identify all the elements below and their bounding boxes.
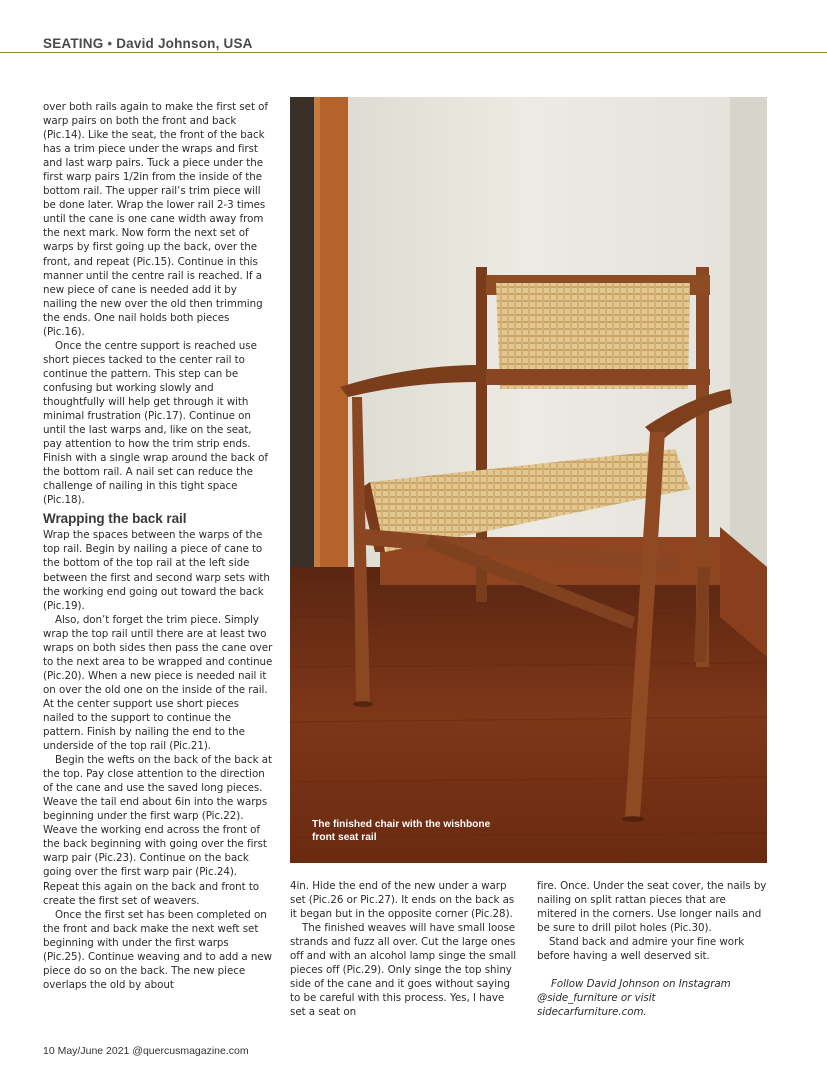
chair-photo bbox=[290, 97, 767, 863]
page-footer: 10 May/June 2021 @quercusmagazine.com bbox=[43, 1045, 249, 1057]
running-head bbox=[43, 36, 253, 51]
follow-note: Follow David Johnson on Instagram @side_furniture or visit sidecarfurniture.com. bbox=[537, 978, 731, 1019]
chair-illustration bbox=[290, 97, 767, 863]
section-heading: Wrapping the back rail bbox=[43, 511, 187, 527]
photo-caption: The finished chair with the wishbone front seat rail bbox=[312, 819, 491, 843]
running-head-separator: • bbox=[103, 36, 117, 51]
paragraph: over both rails again to make the first set of warp pairs on both the front and back (Pic.14). Like the seat, the front of the back has a trim piece under the wraps and first and last warp pairs. Tuck a piece under the first warp pairs 1/2in from the inside of the bottom rail. The upper rail’s trim piece will be done later. Wrap the lower rail 2-3 times until the cane is one cane width away from the next mark. Now form the next set of warps by first going up the back, over the front, and repeat (Pic.15). Continue in this manner until the centre rail is reached. If a new piece of cane is needed add it by nailing the new over the old then trimming the ends. One nail holds both pieces (Pic.16). bbox=[43, 101, 268, 338]
paragraph: Once the first set has been completed on the front and back make the next weft set beginning with under the first warps (Pic.25). Continue weaving and to add a new piece do so on the back. The new piece overlaps the old by about bbox=[43, 908, 273, 991]
author-name: David Johnson, USA bbox=[116, 36, 253, 51]
page-header bbox=[0, 0, 827, 53]
paragraph: Wrap the spaces between the warps of the top rail. Begin by nailing a piece of cane to the bottom of the top rail at the left side between the first and second warp sets with the working end going out toward the back (Pic.19). bbox=[43, 529, 270, 612]
paragraph: Begin the wefts on the back of the back at the top. Pay close attention to the direction of the cane and use the saved long pieces. Weave the tail end about 6in into the warps beginning under the first warp (Pic.22). Weave the working end across the front of the back beginning with going over the first warp pair (Pic.23). Continue on the back going over the first warp pair (Pic.24). Repeat this again on the back and front to create the first set of weavers. bbox=[43, 754, 273, 907]
section-name: SEATING bbox=[43, 36, 104, 51]
paragraph: The finished weaves will have small loose strands and fuzz all over. Cut the large ones off and with an alcohol lamp singe the small pieces off (Pic.29). Only singe the top shiny side of the cane and it goes without saying to be careful with this process. Yes, I have set a seat on bbox=[290, 922, 517, 1019]
paragraph: Stand back and admire your fine work before having a well deserved sit. bbox=[537, 936, 745, 963]
paragraph: Also, don’t forget the trim piece. Simply wrap the top rail until there are at least two wraps on both sides then pass the cane over to the next area to be wrapped and continue (Pic.20). When a new piece is needed nail it on over the old one on the inside of the rail. At the center support use short pieces nailed to the support to continue the pattern. Finish by nailing the end to the underside of the top rail (Pic.21). bbox=[43, 613, 273, 753]
paragraph: Once the centre support is reached use short pieces tacked to the center rail to continue the pattern. This step can be confusing but working slowly and thoughtfully will help get through it with minimal frustration (Pic.17). Continue on until the last warps and, like on the seat, pay attention to how the trim strip ends. Finish with a single wrap around the back of the bottom rail. A nail set can reduce the challenge of nailing in this tight space (Pic.18). bbox=[43, 339, 268, 507]
text-column-1 bbox=[43, 100, 273, 992]
paragraph: fire. Once. Under the seat cover, the nails by nailing on split rattan pieces that are mitered in the corners. Use longer nails and be sure to drill pilot holes (Pic.30). bbox=[537, 880, 767, 935]
paragraph: 4in. Hide the end of the new under a warp set (Pic.26 or Pic.27). It ends on the back as it began but in the opposite corner (Pic.28). bbox=[290, 880, 515, 921]
text-column-3 bbox=[537, 879, 767, 1019]
text-column-2 bbox=[290, 879, 520, 1019]
